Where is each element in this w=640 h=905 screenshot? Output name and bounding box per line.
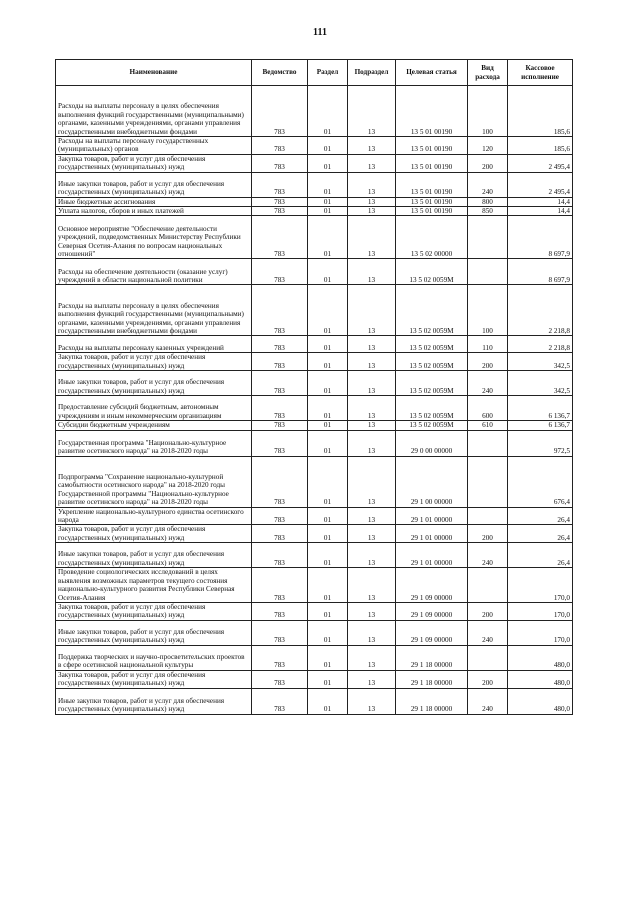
row-target: 29 1 09 00000	[396, 620, 468, 645]
row-execution: 480,0	[508, 645, 573, 670]
row-subsection: 13	[348, 137, 396, 155]
table-row	[56, 197, 573, 206]
row-expense-type: 200	[468, 525, 508, 543]
row-dept: 783	[252, 396, 308, 421]
row-dept: 783	[252, 154, 308, 172]
header-name: Наименование	[56, 60, 252, 86]
row-subsection: 13	[348, 525, 396, 543]
row-dept: 783	[252, 137, 308, 155]
row-expense-type: 240	[468, 371, 508, 396]
header-subsection: Подраздел	[348, 60, 396, 86]
row-expense-type	[468, 645, 508, 670]
table-row	[56, 688, 573, 714]
row-expense-type: 110	[468, 336, 508, 353]
row-target: 13 5 01 00190	[396, 86, 468, 137]
table-row	[56, 645, 573, 670]
table-row	[56, 285, 573, 336]
row-dept: 783	[252, 353, 308, 371]
row-dept: 783	[252, 645, 308, 670]
row-name: Иные закупки товаров, работ и услуг для обеспечения государственных (муниципальных) нужд	[56, 172, 252, 197]
row-name: Иные бюджетные ассигнования	[56, 197, 252, 206]
row-section: 01	[308, 396, 348, 421]
row-subsection: 13	[348, 602, 396, 620]
row-section: 01	[308, 154, 348, 172]
row-section: 01	[308, 137, 348, 155]
row-name: Уплата налогов, сборов и иных платежей	[56, 207, 252, 216]
table-row	[56, 137, 573, 155]
row-expense-type: 200	[468, 670, 508, 688]
row-execution: 2 218,8	[508, 285, 573, 336]
header-expense-type: Вид расхода	[468, 60, 508, 86]
row-section: 01	[308, 285, 348, 336]
row-expense-type: 200	[468, 353, 508, 371]
row-execution: 185,6	[508, 137, 573, 155]
row-name: Иные закупки товаров, работ и услуг для обеспечения государственных (муниципальных) нужд	[56, 543, 252, 568]
table-row	[56, 336, 573, 353]
row-subsection: 13	[348, 154, 396, 172]
row-execution: 185,6	[508, 86, 573, 137]
row-section: 01	[308, 645, 348, 670]
row-dept: 783	[252, 688, 308, 714]
row-target: 29 1 01 00000	[396, 507, 468, 525]
row-section: 01	[308, 543, 348, 568]
row-target: 29 1 18 00000	[396, 670, 468, 688]
row-execution: 676,4	[508, 456, 573, 507]
row-subsection: 13	[348, 507, 396, 525]
row-expense-type	[468, 568, 508, 603]
row-expense-type	[468, 430, 508, 456]
row-target: 13 5 02 0059М	[396, 259, 468, 285]
row-subsection: 13	[348, 421, 396, 430]
row-dept: 783	[252, 456, 308, 507]
row-section: 01	[308, 353, 348, 371]
table-row	[56, 670, 573, 688]
row-target: 13 5 02 0059М	[396, 353, 468, 371]
row-name: Закупка товаров, работ и услуг для обеспечения государственных (муниципальных) нужд	[56, 525, 252, 543]
row-name: Расходы на выплаты персоналу в целях обеспечения выполнения функций государственными (муниципальными) органами, казенными учреждениями, органами управления государственными внебюджетными фондами	[56, 86, 252, 137]
table-row	[56, 602, 573, 620]
row-expense-type: 600	[468, 396, 508, 421]
row-dept: 783	[252, 525, 308, 543]
header-execution: Кассовое исполнение	[508, 60, 573, 86]
row-execution: 972,5	[508, 430, 573, 456]
row-dept: 783	[252, 620, 308, 645]
row-target: 13 5 01 00190	[396, 172, 468, 197]
row-subsection: 13	[348, 216, 396, 259]
row-subsection: 13	[348, 353, 396, 371]
row-section: 01	[308, 336, 348, 353]
row-name: Закупка товаров, работ и услуг для обеспечения государственных (муниципальных) нужд	[56, 353, 252, 371]
row-section: 01	[308, 456, 348, 507]
row-subsection: 13	[348, 285, 396, 336]
row-execution: 14,4	[508, 197, 573, 206]
row-section: 01	[308, 197, 348, 206]
row-name: Закупка товаров, работ и услуг для обеспечения государственных (муниципальных) нужд	[56, 670, 252, 688]
row-dept: 783	[252, 216, 308, 259]
row-subsection: 13	[348, 336, 396, 353]
row-target: 13 5 02 00000	[396, 216, 468, 259]
table-row	[56, 172, 573, 197]
row-expense-type	[468, 456, 508, 507]
row-dept: 783	[252, 430, 308, 456]
row-name: Расходы на выплаты персоналу государственных (муниципальных) органов	[56, 137, 252, 155]
row-execution: 480,0	[508, 688, 573, 714]
table-row	[56, 456, 573, 507]
table-row	[56, 353, 573, 371]
table-row	[56, 421, 573, 430]
row-execution: 26,4	[508, 507, 573, 525]
table-row	[56, 86, 573, 137]
row-section: 01	[308, 507, 348, 525]
row-section: 01	[308, 371, 348, 396]
row-section: 01	[308, 670, 348, 688]
row-dept: 783	[252, 421, 308, 430]
row-name: Закупка товаров, работ и услуг для обеспечения государственных (муниципальных) нужд	[56, 154, 252, 172]
table-row	[56, 396, 573, 421]
table-row	[56, 259, 573, 285]
row-execution: 26,4	[508, 543, 573, 568]
row-execution: 8 697,9	[508, 259, 573, 285]
row-subsection: 13	[348, 670, 396, 688]
table-row	[56, 507, 573, 525]
row-expense-type: 240	[468, 688, 508, 714]
row-execution: 2 495,4	[508, 172, 573, 197]
row-execution: 342,5	[508, 371, 573, 396]
row-target: 29 1 00 00000	[396, 456, 468, 507]
table-body	[56, 86, 573, 715]
row-subsection: 13	[348, 259, 396, 285]
row-execution: 26,4	[508, 525, 573, 543]
row-expense-type: 610	[468, 421, 508, 430]
row-name: Субсидии бюджетным учреждениям	[56, 421, 252, 430]
row-name: Закупка товаров, работ и услуг для обеспечения государственных (муниципальных) нужд	[56, 602, 252, 620]
table-row	[56, 207, 573, 216]
row-section: 01	[308, 620, 348, 645]
row-execution: 170,0	[508, 568, 573, 603]
row-dept: 783	[252, 197, 308, 206]
row-expense-type: 200	[468, 154, 508, 172]
row-subsection: 13	[348, 456, 396, 507]
table-row	[56, 154, 573, 172]
table-row	[56, 216, 573, 259]
row-execution: 2 218,8	[508, 336, 573, 353]
row-dept: 783	[252, 543, 308, 568]
row-expense-type: 240	[468, 172, 508, 197]
row-target: 13 5 02 0059М	[396, 421, 468, 430]
row-name: Расходы на выплаты персоналу в целях обеспечения выполнения функций государственными (муниципальными) органами, казенными учреждениями, органами управления государственными внебюджетными фондами	[56, 285, 252, 336]
row-expense-type: 240	[468, 620, 508, 645]
row-section: 01	[308, 568, 348, 603]
row-section: 01	[308, 172, 348, 197]
row-execution: 342,5	[508, 353, 573, 371]
row-subsection: 13	[348, 207, 396, 216]
table-row	[56, 371, 573, 396]
row-execution: 480,0	[508, 670, 573, 688]
row-subsection: 13	[348, 645, 396, 670]
row-name: Иные закупки товаров, работ и услуг для обеспечения государственных (муниципальных) нужд	[56, 371, 252, 396]
row-execution: 170,0	[508, 620, 573, 645]
row-dept: 783	[252, 172, 308, 197]
row-subsection: 13	[348, 172, 396, 197]
row-name: Расходы на выплаты персоналу казенных учреждений	[56, 336, 252, 353]
row-dept: 783	[252, 259, 308, 285]
row-name: Иные закупки товаров, работ и услуг для обеспечения государственных (муниципальных) нужд	[56, 620, 252, 645]
row-target: 29 1 18 00000	[396, 645, 468, 670]
header-dept: Ведомство	[252, 60, 308, 86]
row-target: 13 5 01 00190	[396, 197, 468, 206]
row-dept: 783	[252, 336, 308, 353]
row-expense-type: 120	[468, 137, 508, 155]
row-target: 29 0 00 00000	[396, 430, 468, 456]
row-subsection: 13	[348, 568, 396, 603]
row-section: 01	[308, 216, 348, 259]
row-target: 13 5 01 00190	[396, 207, 468, 216]
row-name: Иные закупки товаров, работ и услуг для обеспечения государственных (муниципальных) нужд	[56, 688, 252, 714]
table-header-row	[56, 60, 573, 86]
row-name: Расходы на обеспечение деятельности (оказание услуг) учреждений в области национальной политики	[56, 259, 252, 285]
row-execution: 170,0	[508, 602, 573, 620]
table-row	[56, 568, 573, 603]
row-section: 01	[308, 421, 348, 430]
row-section: 01	[308, 688, 348, 714]
table-row	[56, 620, 573, 645]
row-target: 13 5 02 0059М	[396, 371, 468, 396]
row-name: Государственная программа "Национально-культурное развитие осетинского народа" на 2018-2020 годы	[56, 430, 252, 456]
row-section: 01	[308, 86, 348, 137]
row-target: 29 1 01 00000	[396, 543, 468, 568]
row-dept: 783	[252, 507, 308, 525]
row-target: 29 1 09 00000	[396, 602, 468, 620]
row-section: 01	[308, 207, 348, 216]
budget-table	[55, 59, 573, 715]
row-subsection: 13	[348, 620, 396, 645]
row-execution: 6 136,7	[508, 421, 573, 430]
page-number: 111	[313, 27, 327, 38]
row-expense-type: 850	[468, 207, 508, 216]
row-subsection: 13	[348, 197, 396, 206]
row-expense-type	[468, 259, 508, 285]
row-target: 29 1 01 00000	[396, 525, 468, 543]
row-subsection: 13	[348, 430, 396, 456]
row-name: Предоставление субсидий бюджетным, автономным учреждениям и иным некоммерческим организациям	[56, 396, 252, 421]
row-target: 29 1 09 00000	[396, 568, 468, 603]
table-row	[56, 543, 573, 568]
row-expense-type: 240	[468, 543, 508, 568]
row-name: Укрепление национально-культурного единства осетинского народа	[56, 507, 252, 525]
row-execution: 2 495,4	[508, 154, 573, 172]
row-target: 13 5 01 00190	[396, 137, 468, 155]
row-name: Основное мероприятие "Обеспечение деятельности учреждений, подведомственных Министерству Республики Северная Осетия-Алания по вопросам национальных отношений"	[56, 216, 252, 259]
row-section: 01	[308, 430, 348, 456]
table-row	[56, 525, 573, 543]
row-expense-type	[468, 507, 508, 525]
row-dept: 783	[252, 285, 308, 336]
row-target: 13 5 01 00190	[396, 154, 468, 172]
row-subsection: 13	[348, 371, 396, 396]
row-dept: 783	[252, 86, 308, 137]
row-expense-type: 200	[468, 602, 508, 620]
table-row	[56, 430, 573, 456]
row-name: Поддержка творческих и научно-просветительских проектов в сфере осетинской национальной культуры	[56, 645, 252, 670]
row-dept: 783	[252, 602, 308, 620]
row-name: Проведение социологических исследований в целях выявления возможных параметров текущего состояния национально-культурного развития Республики Северная Осетия-Алания	[56, 568, 252, 603]
row-expense-type: 100	[468, 285, 508, 336]
row-dept: 783	[252, 371, 308, 396]
row-target: 13 5 02 0059М	[396, 285, 468, 336]
row-execution: 14,4	[508, 207, 573, 216]
row-subsection: 13	[348, 86, 396, 137]
row-section: 01	[308, 525, 348, 543]
row-expense-type: 100	[468, 86, 508, 137]
row-target: 13 5 02 0059М	[396, 396, 468, 421]
row-dept: 783	[252, 207, 308, 216]
row-subsection: 13	[348, 543, 396, 568]
row-section: 01	[308, 602, 348, 620]
row-name: Подпрограмма "Сохранение национально-культурной самобытности осетинского народа" на 2018-2020 годы Государственной программы "Национально-культурное развитие осетинского народа" на 2018-2020 годы	[56, 456, 252, 507]
row-target: 29 1 18 00000	[396, 688, 468, 714]
header-section: Раздел	[308, 60, 348, 86]
row-subsection: 13	[348, 688, 396, 714]
row-execution: 8 697,9	[508, 216, 573, 259]
row-section: 01	[308, 259, 348, 285]
row-target: 13 5 02 0059М	[396, 336, 468, 353]
row-execution: 6 136,7	[508, 396, 573, 421]
row-dept: 783	[252, 568, 308, 603]
row-subsection: 13	[348, 396, 396, 421]
row-expense-type	[468, 216, 508, 259]
row-expense-type: 800	[468, 197, 508, 206]
row-dept: 783	[252, 670, 308, 688]
header-target: Целевая статья	[396, 60, 468, 86]
